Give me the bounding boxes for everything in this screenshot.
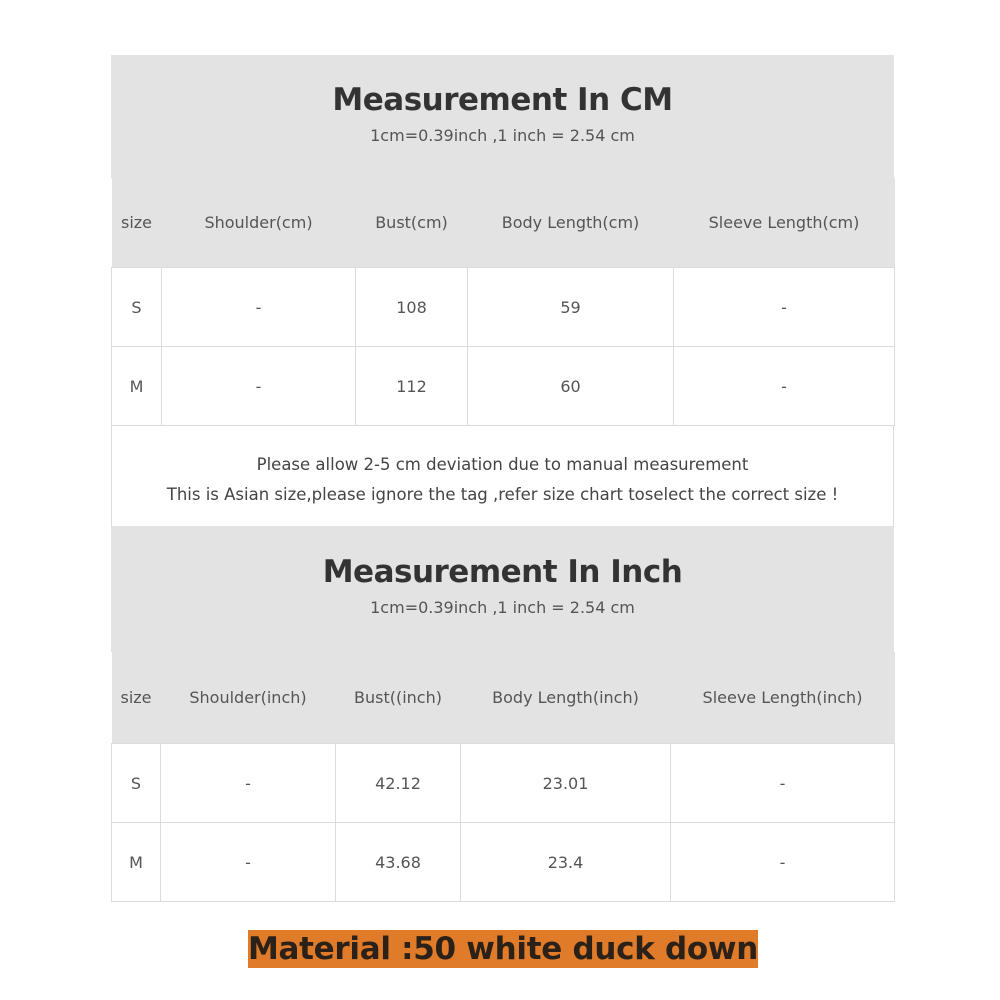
table-cell: M xyxy=(112,347,162,426)
table-header-row xyxy=(112,652,895,744)
table-cell: M xyxy=(112,823,161,902)
table-cell: - xyxy=(674,268,895,347)
inch-section-header xyxy=(111,526,894,652)
measurement-deviation-note xyxy=(111,426,894,526)
table-cell: 23.01 xyxy=(461,744,671,823)
table-cell: 59 xyxy=(468,268,674,347)
column-header-shoulder: Shoulder(inch) xyxy=(161,652,336,744)
table-cell: - xyxy=(161,823,336,902)
column-header-size: size xyxy=(112,178,162,268)
table-cell: 60 xyxy=(468,347,674,426)
material-label: Material :50 white duck down xyxy=(248,931,759,967)
table-row xyxy=(112,347,895,426)
cm-conversion-note: 1cm=0.39inch ,1 inch = 2.54 cm xyxy=(370,126,635,145)
column-header-body-length: Body Length(inch) xyxy=(461,652,671,744)
table-cell: - xyxy=(162,347,356,426)
table-cell: 42.12 xyxy=(336,744,461,823)
table-cell: S xyxy=(112,268,162,347)
cm-section-title: Measurement In CM xyxy=(332,82,673,118)
inch-size-table xyxy=(111,652,895,902)
table-row xyxy=(112,823,895,902)
asian-size-note-line: This is Asian size,please ignore the tag ,refer size chart toselect the correct size ! xyxy=(166,485,839,504)
table-row xyxy=(112,744,895,823)
table-cell: - xyxy=(162,268,356,347)
table-cell: - xyxy=(674,347,895,426)
cm-section-header xyxy=(111,55,894,178)
size-chart xyxy=(111,55,894,902)
column-header-bust: Bust(cm) xyxy=(356,178,468,268)
deviation-note-line: Please allow 2-5 cm deviation due to manual measurement xyxy=(256,455,749,474)
table-cell: 112 xyxy=(356,347,468,426)
inch-section-title: Measurement In Inch xyxy=(322,554,683,590)
table-cell: 23.4 xyxy=(461,823,671,902)
inch-conversion-note: 1cm=0.39inch ,1 inch = 2.54 cm xyxy=(370,598,635,617)
column-header-body-length: Body Length(cm) xyxy=(468,178,674,268)
table-row xyxy=(112,268,895,347)
table-cell: - xyxy=(671,823,895,902)
table-cell: - xyxy=(161,744,336,823)
cm-size-table xyxy=(111,178,895,426)
column-header-size: size xyxy=(112,652,161,744)
table-cell: S xyxy=(112,744,161,823)
column-header-bust: Bust((inch) xyxy=(336,652,461,744)
column-header-sleeve-length: Sleeve Length(inch) xyxy=(671,652,895,744)
column-header-shoulder: Shoulder(cm) xyxy=(162,178,356,268)
table-cell: 108 xyxy=(356,268,468,347)
column-header-sleeve-length: Sleeve Length(cm) xyxy=(674,178,895,268)
table-cell: 43.68 xyxy=(336,823,461,902)
table-header-row xyxy=(112,178,895,268)
table-cell: - xyxy=(671,744,895,823)
